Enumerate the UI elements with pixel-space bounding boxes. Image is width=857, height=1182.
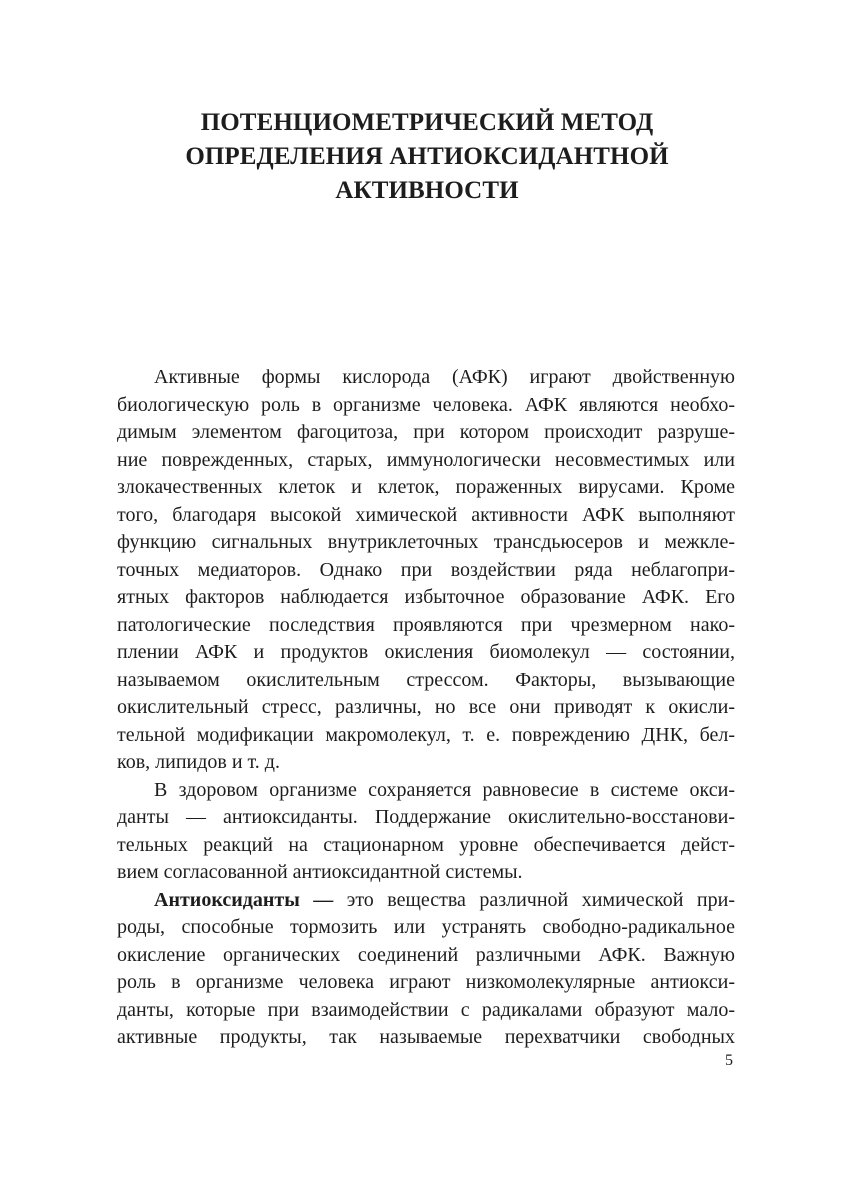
paragraph-antioxidants <box>117 887 735 1052</box>
text-line: ятных факторов наблюдается избыточное образование АФК. Его <box>117 586 735 608</box>
chapter-title <box>117 106 737 208</box>
text-line: Активные формы кислорода (АФК) играют двойственную <box>154 366 735 388</box>
term-antioxidants: Антиоксиданты — <box>154 888 334 911</box>
text-line: патологические последствия проявляются при чрезмерном нако- <box>117 613 735 636</box>
text-line: плении АФК и продуктов окисления биомолекул — состоянии, <box>117 641 735 663</box>
text-line: роль в организме человека играют низкомолекулярные антиокси- <box>117 971 735 993</box>
text-line: активные продукты, так называемые перехватчики свободных <box>117 1026 735 1048</box>
paragraph-reactive-oxygen-species <box>117 364 735 777</box>
chapter-title-line: ПОТЕНЦИОМЕТРИЧЕСКИЙ МЕТОД <box>200 109 654 136</box>
text-line: тельных реакций на стационарном уровне обеспечивается дейст- <box>117 833 735 856</box>
text-line: функцию сигнальных внутриклеточных трансдьюсеров и межкле- <box>117 531 735 553</box>
text-line: злокачественных клеток и клеток, пораженных вирусами. Кроме <box>117 476 735 498</box>
text-line: В здоровом организме сохраняется равновесие в системе окси- <box>154 778 735 801</box>
chapter-title-line: ОПРЕДЕЛЕНИЯ АНТИОКСИДАНТНОЙ <box>185 143 669 170</box>
text-line: роды, способные тормозить или устранять свободно-радикальное <box>117 916 735 938</box>
paragraph-balance <box>117 777 735 887</box>
text-line: окислительный стресс, различны, но все они приводят к окисли- <box>117 696 735 718</box>
text-line: называемом окислительным стрессом. Факторы, вызывающие <box>117 668 735 691</box>
text-line: биологическую роль в организме человека. АФК являются необхо- <box>117 393 735 416</box>
text-line: тельной модификации макромолекул, т. е. повреждению ДНК, бел- <box>117 723 735 746</box>
text-line: точных медиаторов. Однако при воздействии ряда неблагопри- <box>117 558 735 581</box>
text-line: ние поврежденных, старых, иммунологически несовместимых или <box>117 448 735 471</box>
chapter-title-line: АКТИВНОСТИ <box>335 177 519 204</box>
body-text <box>117 364 735 1052</box>
page-number: 5 <box>725 1052 733 1069</box>
text-line: данты, которые при взаимодействии с радикалами образуют мало- <box>117 998 735 1021</box>
text-line: ков, липидов и т. д. <box>117 751 280 773</box>
text-line <box>117 887 735 915</box>
text-line: димым элементом фагоцитоза, при котором происходит разруше- <box>117 421 735 443</box>
text-line: того, благодаря высокой химической активности АФК выполняют <box>117 503 735 526</box>
text-line: окисление органических соединений различными АФК. Важную <box>117 943 735 966</box>
text-line: вием согласованной антиоксидантной системы. <box>117 861 523 883</box>
text-line: данты — антиоксиданты. Поддержание окислительно-восстанови- <box>117 806 735 828</box>
text-line-rest: это вещества различной химической при- <box>333 888 736 911</box>
